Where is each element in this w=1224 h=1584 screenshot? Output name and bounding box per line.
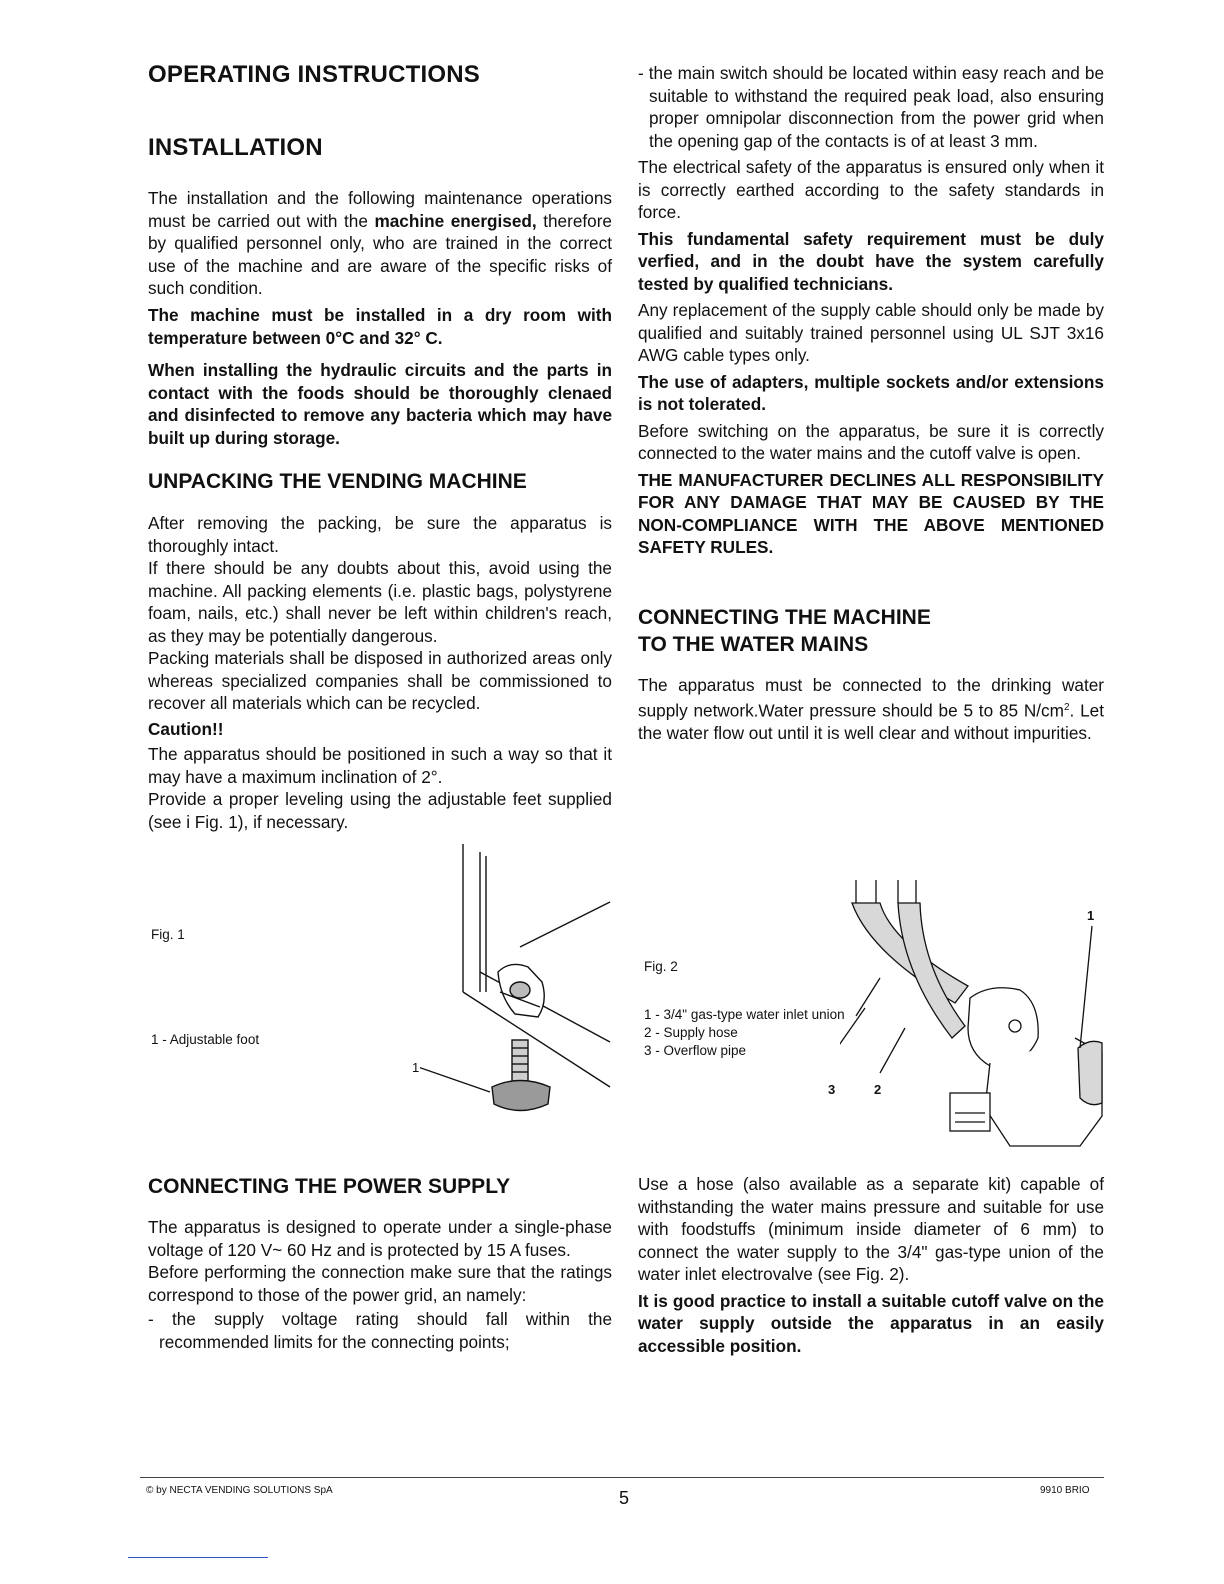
hose-para: Use a hose (also available as a separate kit) capable of withstanding the water mains pressure and suitable for use with foodstuffs (minimum inside diameter of 6 mm) to connect the water supply to the 3/4" gas-type union of the water inlet electrovalve (see Fig. 2). (638, 1174, 1104, 1284)
fig2-number-3: 3 (828, 1082, 836, 1097)
page-number: 5 (618, 1488, 629, 1508)
fig2-number-1: 1 (1087, 908, 1095, 923)
installation-heading: INSTALLATION (148, 134, 323, 161)
before-switching-para: Before switching on the apparatus, be sure it is correctly connected to the water mains and the cutoff valve is open. (638, 420, 1104, 463)
dry-room-warning: The machine must be installed in a dry room with temperature between 0°C and 32° C. (148, 305, 612, 348)
unpack-para-2: If there should be any doubts about this, avoid using the machine. All packing elements (i.e. plastic bags, polystyrene foam, nails, etc.) shall never be left within children's reach, as they may be potentially dangerous. (148, 558, 612, 646)
intro-bold: machine energised, (374, 210, 537, 231)
installation-intro (148, 187, 612, 300)
cable-replacement-para: Any replacement of the supply cable should only be made by qualified and suitably trained personnel using UL SJT 3x16 AWG cable types only. (638, 300, 1104, 365)
page-title: OPERATING INSTRUCTIONS (148, 61, 480, 88)
unpack-para-3: Packing materials shall be disposed in authorized areas only whereas specialized companies shall be commissioned to recover all materials which can be recycled. (148, 648, 612, 713)
manufacturer-declines: THE MANUFACTURER DECLINES ALL RESPONSIBILITY FOR ANY DAMAGE THAT MAY BE CAUSED BY THE NON-COMPLIANCE WITH THE ABOVE MENTIONED SAFETY RULES. (638, 469, 1104, 557)
footer-copyright: © by NECTA VENDING SOLUTIONS SpA (146, 1485, 333, 1496)
unpacking-heading: UNPACKING THE VENDING MACHINE (148, 470, 527, 493)
fig2-item-3: 3 - Overflow pipe (644, 1043, 747, 1058)
water-heading-line-2: TO THE WATER MAINS (638, 633, 869, 656)
power-para-1: The apparatus is designed to operate under a single-phase voltage of 120 V~ 60 Hz and is protected by 15 A fuses. (148, 1217, 612, 1260)
caution-para-2: Provide a proper leveling using the adjustable feet supplied (see i Fig. 1), if necessary. (148, 789, 612, 832)
fundamental-requirement: This fundamental safety requirement must be duly verfied, and in the doubt have the system carefully tested by qualified technicians. (638, 228, 1104, 294)
main-switch-para: - the main switch should be located within easy reach and be suitable to withstand the required peak load, also ensuring proper omnipolar disconnection from the power grid when the opening gap of the contacts is of at least 3 mm. (638, 63, 1104, 151)
fig1-caption: 1 - Adjustable foot (151, 1032, 260, 1047)
power-heading: CONNECTING THE POWER SUPPLY (148, 1175, 511, 1198)
fig2-water-inlet-illustration (840, 878, 1104, 1158)
fig1-label: Fig. 1 (151, 927, 185, 942)
fig1-adjustable-foot-illustration (420, 842, 620, 1132)
unpack-para-1: After removing the packing, be sure the apparatus is thoroughly intact. (148, 513, 612, 556)
adapters-warning: The use of adapters, multiple sockets and/or extensions is not tolerated. (638, 371, 1104, 414)
footer-model: 9910 BRIO (1040, 1485, 1090, 1496)
water-heading-line-1: CONNECTING THE MACHINE (638, 606, 931, 629)
fig2-item-1: 1 - 3/4" gas-type water inlet union (644, 1007, 845, 1022)
intro-text-2: therefore by qualified personnel only, who are trained in the correct use of the machine and are aware of the specific risks of such condition. (148, 210, 612, 298)
caution-para-1: The apparatus should be positioned in such a way so that it may have a maximum inclination of 2°. (148, 744, 612, 787)
bottom-link-underline (128, 1557, 268, 1558)
caution-label: Caution!! (148, 718, 224, 739)
intro-text: The installation and the following maintenance operations must be carried out with the (148, 188, 612, 231)
fig2-number-2: 2 (874, 1082, 882, 1097)
fig2-label: Fig. 2 (644, 959, 678, 974)
water-para: The apparatus must be connected to the drinking water supply network.Water pressure should be 5 to 85 $N/cm^2$. Let the water flow out until it is well clear and without impurities. (638, 675, 1104, 743)
electrical-safety-para: The electrical safety of the apparatus is ensured only when it is correctly earthed according to the safety standards in force. (638, 157, 1104, 222)
power-para-3: - the supply voltage rating should fall within the recommended limits for the connecting points; (148, 1309, 612, 1352)
power-para-2: Before performing the connection make sure that the ratings correspond to those of the power grid, an namely: (148, 1262, 612, 1305)
fig1-number: 1 (412, 1060, 420, 1075)
cutoff-valve-advice: It is good practice to install a suitable cutoff valve on the water supply outside the apparatus in an easily accessible position. (638, 1290, 1104, 1356)
footer-rule (140, 1477, 1104, 1478)
fig2-item-2: 2 - Supply hose (644, 1025, 738, 1040)
hydraulic-warning: When installing the hydraulic circuits and the parts in contact with the foods should be thoroughly clenaed and disinfected to remove any bacteria which may have built up during storage. (148, 360, 612, 448)
